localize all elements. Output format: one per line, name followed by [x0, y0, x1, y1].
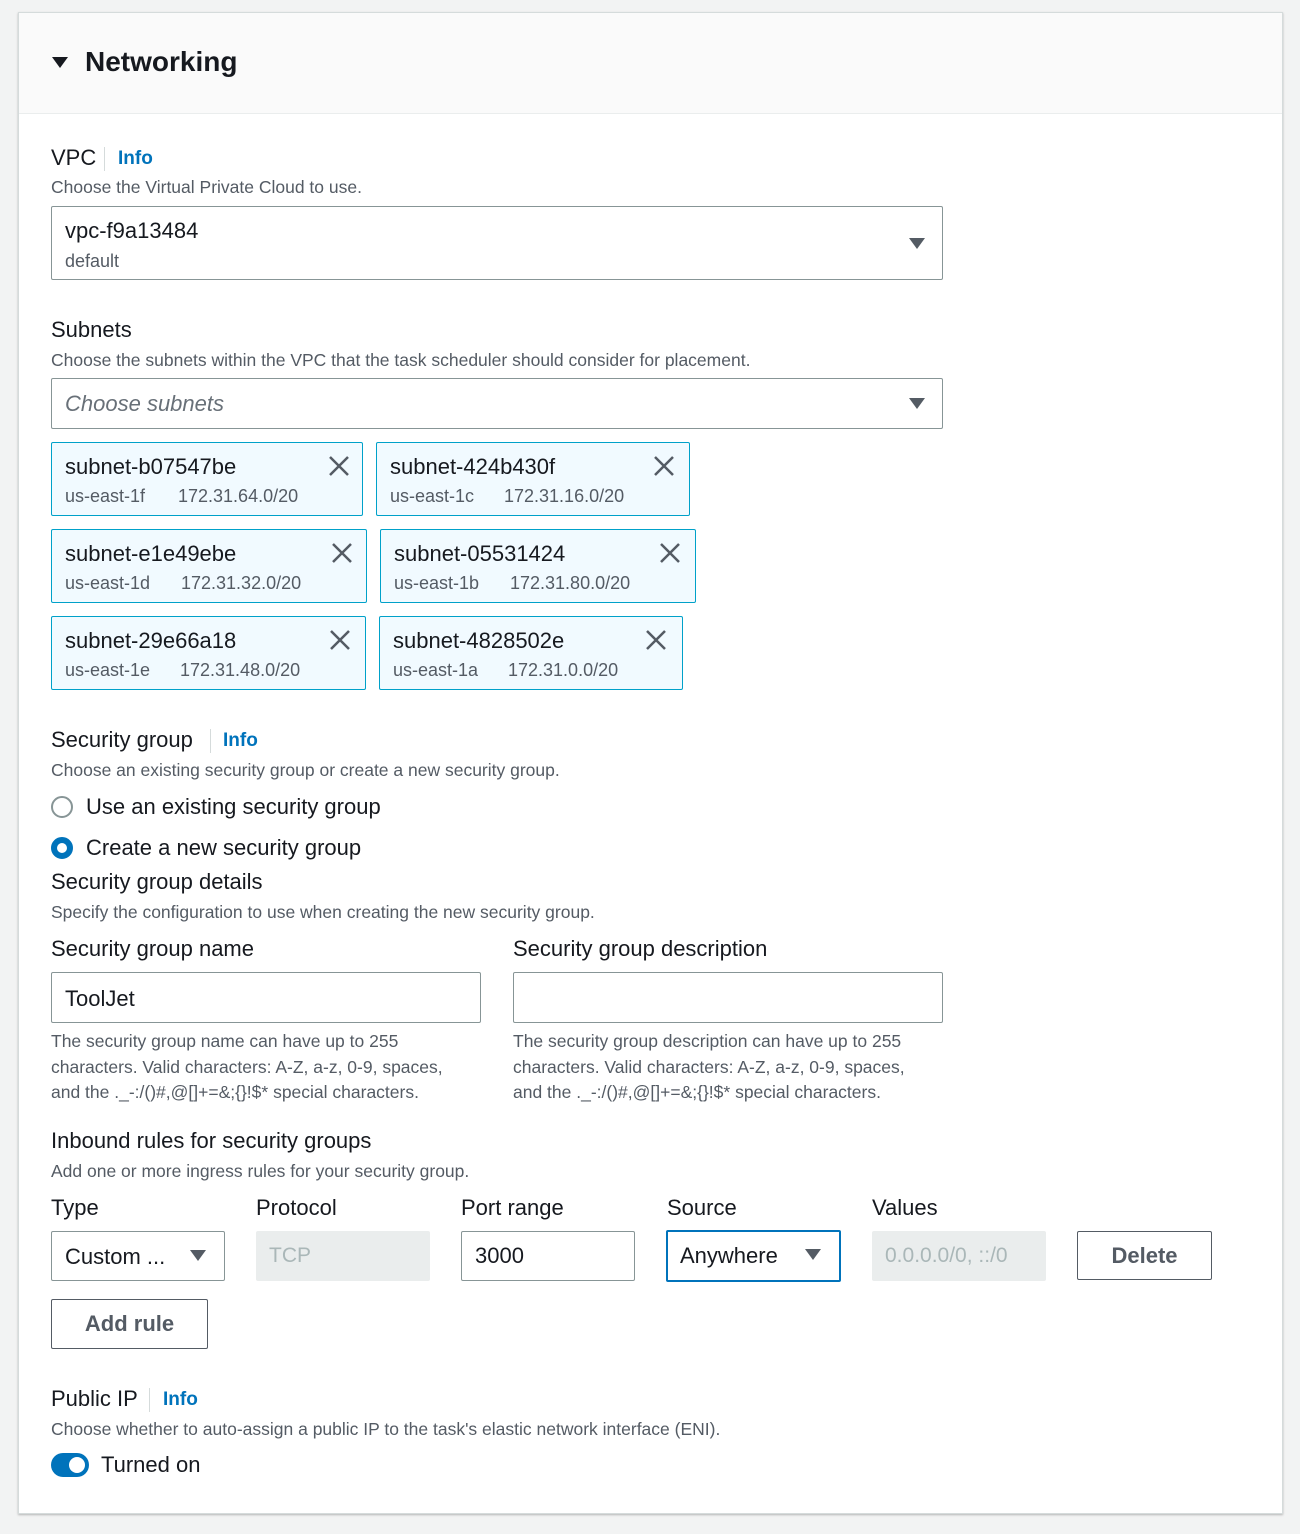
radio-existing-label[interactable]: Use an existing security group	[86, 794, 381, 819]
inbound-rules-description: Add one or more ingress rules for your security group.	[51, 1161, 470, 1181]
subnet-token-name: subnet-29e66a18	[65, 628, 237, 653]
caret-down-icon	[190, 1250, 206, 1261]
security-group-description-label: Security group description	[513, 936, 768, 961]
close-icon[interactable]	[326, 453, 352, 479]
subnet-token-name: subnet-4828502e	[393, 628, 565, 653]
public-ip-info-link[interactable]: Info	[163, 1389, 198, 1410]
security-group-name-help	[51, 1029, 443, 1106]
vpc-select[interactable]	[51, 206, 943, 280]
section-title[interactable]: Networking	[85, 46, 238, 77]
rule-type-select[interactable]	[51, 1231, 225, 1281]
inbound-rules-title: Inbound rules for security groups	[51, 1128, 372, 1153]
panel-header[interactable]	[19, 13, 1282, 114]
networking-panel	[18, 12, 1283, 1514]
security-group-name-input[interactable]: ToolJet	[51, 972, 481, 1023]
public-ip-description: Choose whether to auto-assign a public IP to the task's elastic network interface (ENI).	[51, 1419, 721, 1439]
close-icon[interactable]	[643, 627, 669, 653]
vpc-info-link[interactable]: Info	[118, 148, 153, 169]
public-ip-label: Public IP	[51, 1386, 138, 1411]
help-line: The security group description can have up to 255	[513, 1031, 902, 1051]
caret-down-icon	[805, 1249, 821, 1260]
subnet-token-az: us-east-1c	[390, 486, 475, 506]
column-port-range: Port range	[461, 1195, 564, 1220]
subnets-placeholder: Choose subnets	[65, 391, 224, 416]
rule-source-select[interactable]	[666, 1230, 841, 1282]
close-icon[interactable]	[657, 540, 683, 566]
help-line: and the ._-:/()#,@[]+=&;{}!$* special characters.	[51, 1082, 419, 1102]
security-group-description-help	[513, 1029, 905, 1106]
subnet-token-name: subnet-05531424	[394, 541, 566, 566]
help-line: and the ._-:/()#,@[]+=&;{}!$* special characters.	[513, 1082, 881, 1102]
rule-source-value: Anywhere	[680, 1243, 778, 1268]
toggle-knob	[69, 1457, 85, 1473]
vpc-selected-sub: default	[65, 251, 120, 271]
subnet-token	[51, 442, 363, 516]
subnet-token	[51, 529, 367, 603]
vpc-description: Choose the Virtual Private Cloud to use.	[51, 177, 362, 197]
rule-port-range-input[interactable]: 3000	[461, 1231, 635, 1281]
caret-down-icon[interactable]	[52, 57, 68, 68]
subnet-token-name: subnet-424b430f	[390, 454, 556, 479]
column-values: Values	[872, 1195, 938, 1220]
subnet-token-az: us-east-1a	[393, 660, 479, 680]
close-icon[interactable]	[329, 540, 355, 566]
rule-protocol-field: TCP	[256, 1231, 430, 1281]
delete-rule-button[interactable]: Delete	[1077, 1231, 1212, 1280]
subnet-token-cidr: 172.31.80.0/20	[510, 573, 631, 593]
subnet-token-cidr: 172.31.16.0/20	[504, 486, 625, 506]
security-group-label: Security group	[51, 727, 193, 752]
subnet-token	[51, 616, 366, 690]
subnet-token-cidr: 172.31.32.0/20	[181, 573, 302, 593]
subnet-token	[379, 616, 683, 690]
column-source: Source	[667, 1195, 737, 1220]
subnet-token	[380, 529, 696, 603]
security-group-name-label: Security group name	[51, 936, 254, 961]
subnet-token-cidr: 172.31.48.0/20	[180, 660, 301, 680]
help-line: characters. Valid characters: A-Z, a-z, 0-9, spaces,	[51, 1056, 443, 1077]
subnet-token-name: subnet-b07547be	[65, 454, 237, 479]
subnet-token-az: us-east-1f	[65, 486, 146, 506]
security-group-description: Choose an existing security group or create a new security group.	[51, 760, 560, 780]
radio-new-label[interactable]: Create a new security group	[86, 835, 362, 860]
security-group-details-title: Security group details	[51, 869, 263, 894]
security-group-description-input[interactable]	[513, 972, 943, 1023]
subnets-multiselect[interactable]	[51, 378, 943, 429]
divider	[210, 729, 211, 753]
add-rule-button[interactable]: Add rule	[51, 1299, 208, 1349]
column-type: Type	[51, 1195, 99, 1220]
close-icon[interactable]	[651, 453, 677, 479]
security-group-details-description: Specify the configuration to use when creating the new security group.	[51, 902, 595, 922]
help-line: characters. Valid characters: A-Z, a-z, 0-9, spaces,	[513, 1056, 905, 1077]
rule-values-field: 0.0.0.0/0, ::/0	[872, 1231, 1046, 1281]
subnets-description: Choose the subnets within the VPC that the task scheduler should consider for placement.	[51, 350, 751, 370]
divider	[104, 147, 105, 171]
close-icon[interactable]	[327, 627, 353, 653]
rule-type-value: Custom ...	[65, 1244, 166, 1269]
subnet-token-az: us-east-1b	[394, 573, 480, 593]
caret-down-icon	[909, 238, 925, 249]
subnet-token-cidr: 172.31.0.0/20	[508, 660, 619, 680]
vpc-selected-value: vpc-f9a13484	[65, 218, 199, 243]
subnet-token-name: subnet-e1e49ebe	[65, 541, 237, 566]
help-line: The security group name can have up to 255	[51, 1031, 399, 1051]
divider	[149, 1388, 150, 1412]
vpc-label: VPC	[51, 145, 97, 170]
public-ip-toggle-label[interactable]: Turned on	[101, 1452, 201, 1477]
caret-down-icon	[909, 398, 925, 409]
security-group-info-link[interactable]: Info	[223, 730, 258, 751]
radio-new-security-group[interactable]	[51, 837, 73, 859]
subnet-token-az: us-east-1e	[65, 660, 151, 680]
subnet-token-az: us-east-1d	[65, 573, 151, 593]
public-ip-toggle[interactable]	[51, 1453, 89, 1477]
radio-existing-security-group[interactable]	[51, 796, 73, 818]
subnet-token	[376, 442, 690, 516]
column-protocol: Protocol	[256, 1195, 337, 1220]
subnet-token-cidr: 172.31.64.0/20	[178, 486, 299, 506]
subnets-label: Subnets	[51, 317, 132, 342]
